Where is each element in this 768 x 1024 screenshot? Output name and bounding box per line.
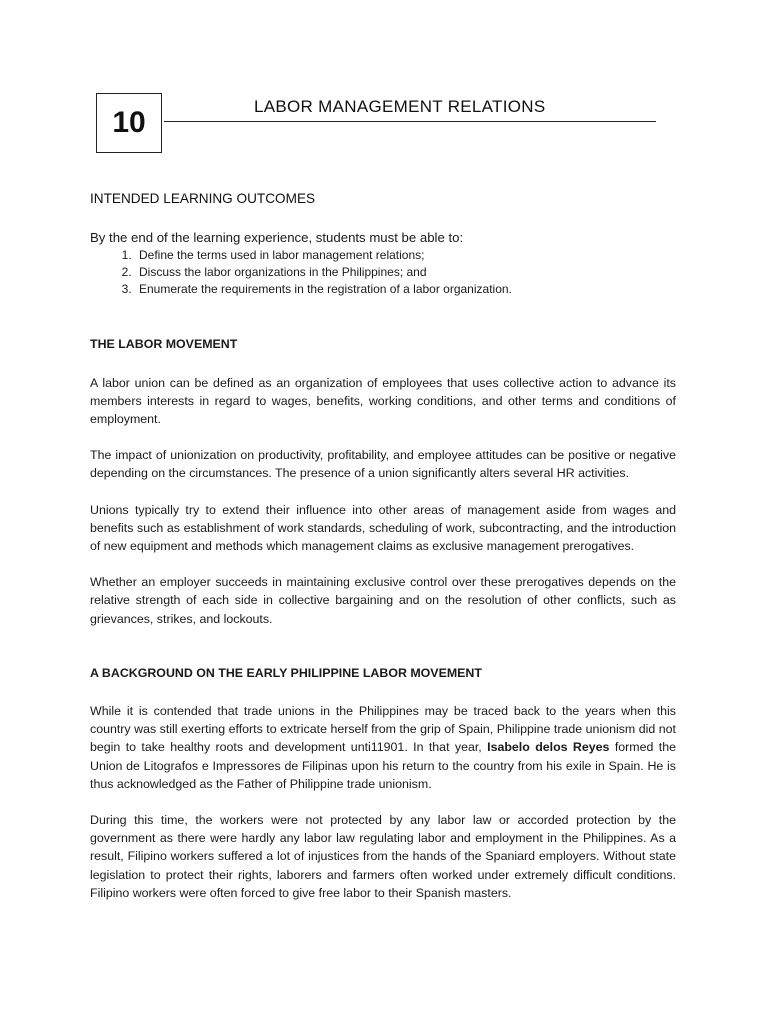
labor-movement-paragraph: Whether an employer succeeds in maintaining exclusive control over these prerogatives depends on the relative strength of each side in collective bargaining and on the resolution of other conflicts, such as grievances, strikes, and lockouts. [90, 575, 676, 626]
document-body [90, 190, 676, 902]
outcomes-intro: By the end of the learning experience, students must be able to: [90, 230, 464, 246]
labor-movement-paragraph: A labor union can be defined as an organization of employees that uses collective action to advance its members interests in regard to wages, benefits, working conditions, and other terms and conditions of employment. [90, 375, 676, 427]
outcomes-list [90, 247, 676, 298]
outcome-item: 2. Discuss the labor organizations in the Philippines; and [135, 264, 676, 281]
background-text: formed the Union de Litografos e Impressores de Filipinas upon his return to the country from his exile in Spain. He is thus acknowledged as the Father of Philippine trade unionism. [90, 740, 676, 791]
labor-movement-heading: THE LABOR MOVEMENT [90, 337, 238, 352]
chapter-number: 10 [112, 106, 146, 139]
outcome-item: 3. Enumerate the requirements in the registration of a labor organization. [135, 281, 676, 298]
outcome-item: 1. Define the terms used in labor management relations; [135, 247, 676, 264]
chapter-number-box [96, 93, 162, 153]
outcomes-heading: INTENDED LEARNING OUTCOMES [90, 191, 316, 206]
chapter-title: LABOR MANAGEMENT RELATIONS [254, 97, 546, 116]
background-paragraph: During this time, the workers were not protected by any labor law or accorded protection by the government as there were hardly any labor law regulating labor and employment in the Philippines. As a result, Filipino workers suffered a lot of injustices from the hands of the Spaniard employers. Without state legislation to protect their rights, laborers and farmers often worked under extremely difficult conditions. Filipino workers were often forced to give free labor to their Spanish masters. [90, 813, 676, 900]
labor-movement-paragraph: The impact of unionization on productivity, profitability, and employee attitudes can be positive or negative depending on the circumstances. The presence of a union significantly alters several HR activities. [90, 448, 676, 481]
person-name: Isabelo delos Reyes [487, 740, 610, 755]
background-paragraph [90, 702, 676, 793]
background-text: While it is contended that trade unions in the Philippines may be traced back to the years when this country was still exerting efforts to extricate herself from the grip of Spain, Philippine trade unionism did not begin to take healthy roots and development unti11901. In that year, [90, 704, 676, 755]
labor-movement-paragraph: Unions typically try to extend their influence into other areas of management aside from wages and benefits such as establishment of work standards, scheduling of work, subcontracting, and the introduction of new equipment and methods which management claims as exclusive management prerogatives. [90, 502, 676, 554]
chapter-title-rule [164, 121, 656, 122]
background-heading: A BACKGROUND ON THE EARLY PHILIPPINE LABOR MOVEMENT [90, 665, 482, 680]
